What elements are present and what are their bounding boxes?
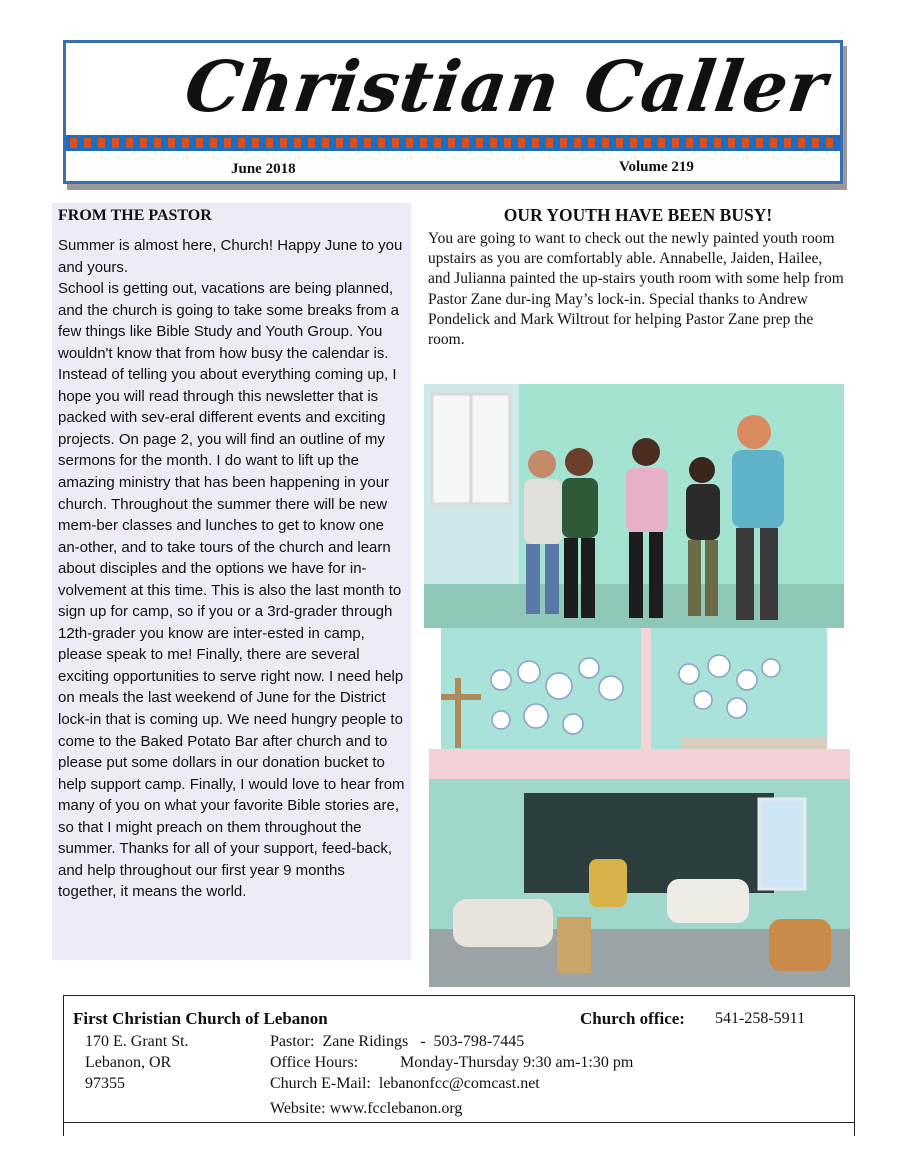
church-contact-footer	[63, 995, 855, 1135]
youth-group-photo	[424, 384, 844, 628]
church-office-label: Church office:	[580, 1009, 685, 1028]
youth-group-illustration	[424, 384, 844, 628]
church-website[interactable]: Website: www.fcclebanon.org	[270, 1100, 463, 1117]
youth-article: You are going to want to check out the newly painted youth room upstairs as you are comfortably able. Annabelle, Jaiden, Hailee, and Julianna painted the up-stairs youth room with some help from Pastor Zane dur-ing May’s lock-in. Special thanks to Andrew Pondelick and Mark Wiltrout for helping Pastor Zane prep the room.	[428, 230, 844, 349]
address-line-1: 170 E. Grant St.	[85, 1033, 189, 1050]
issue-date: June 2018	[231, 161, 296, 177]
pastor-contact: Pastor: Zane Ridings - 503-798-7445	[270, 1033, 525, 1050]
office-hours-label: Office Hours:	[270, 1054, 359, 1071]
address-line-3: 97355	[85, 1075, 125, 1092]
church-email[interactable]: Church E-Mail: lebanonfcc@comcast.net	[270, 1075, 540, 1092]
handprint-wall-illustration	[441, 628, 827, 749]
youth-heading: OUR YOUTH HAVE BEEN BUSY!	[503, 205, 773, 225]
issue-volume: Volume 219	[619, 159, 694, 175]
pastor-column	[52, 203, 411, 960]
footer-rule	[63, 1122, 855, 1123]
newsletter-title: Christian Caller	[180, 45, 833, 128]
pastor-letter: Summer is almost here, Church! Happy June to you and yours. School is getting out, vacations are being planned, and the church is going to take some breaks from a few things like Bible Study and Youth Group. You wouldn't know that from how busy the calendar is. Instead of telling you about everything coming up, I hope you will read through this newsletter that is packed with sev-eral different events and exciting projects. On page 2, you will find an outline of my sermons for the month. I do want to lift up the amazing ministry that has been happening in your church. Throughout the summer there will be new mem-ber classes and lunches to get to know one an-other, and to take tours of the church and learn about disciples and the options we have for in-volvement at this time. This is also the last month to sign up for camp, so if you or a 3rd-grader through 12th-grader you know are inter-ested in camp, please speak to me! Finally, there are several exciting opportunities to serve right now. I need help on meals the last weekend of June for the District lock-in that is coming up. We need hungry people to come to the Baked Potato Bar after church and to please put some dollars in our donation bucket to help support camp. Finally, I would love to hear from many of you on what your favorite Bible stories are, so that I might preach on them throughout the summer. Thanks for all of your support, feed-back, and help throughout our first year 9 months together, it means the world.	[58, 237, 405, 901]
church-name: First Christian Church of Lebanon	[73, 1009, 328, 1028]
masthead	[63, 40, 843, 184]
address-line-2: Lebanon, OR	[85, 1054, 172, 1071]
handprint-wall-photo	[441, 628, 827, 749]
youth-room-photo	[429, 749, 850, 987]
decorative-band	[66, 135, 840, 151]
church-office-phone: 541-258-5911	[715, 1010, 806, 1027]
office-hours-value: Monday-Thursday 9:30 am-1:30 pm	[400, 1054, 634, 1071]
pastor-heading: FROM THE PASTOR	[58, 207, 212, 224]
youth-room-illustration	[429, 749, 850, 987]
